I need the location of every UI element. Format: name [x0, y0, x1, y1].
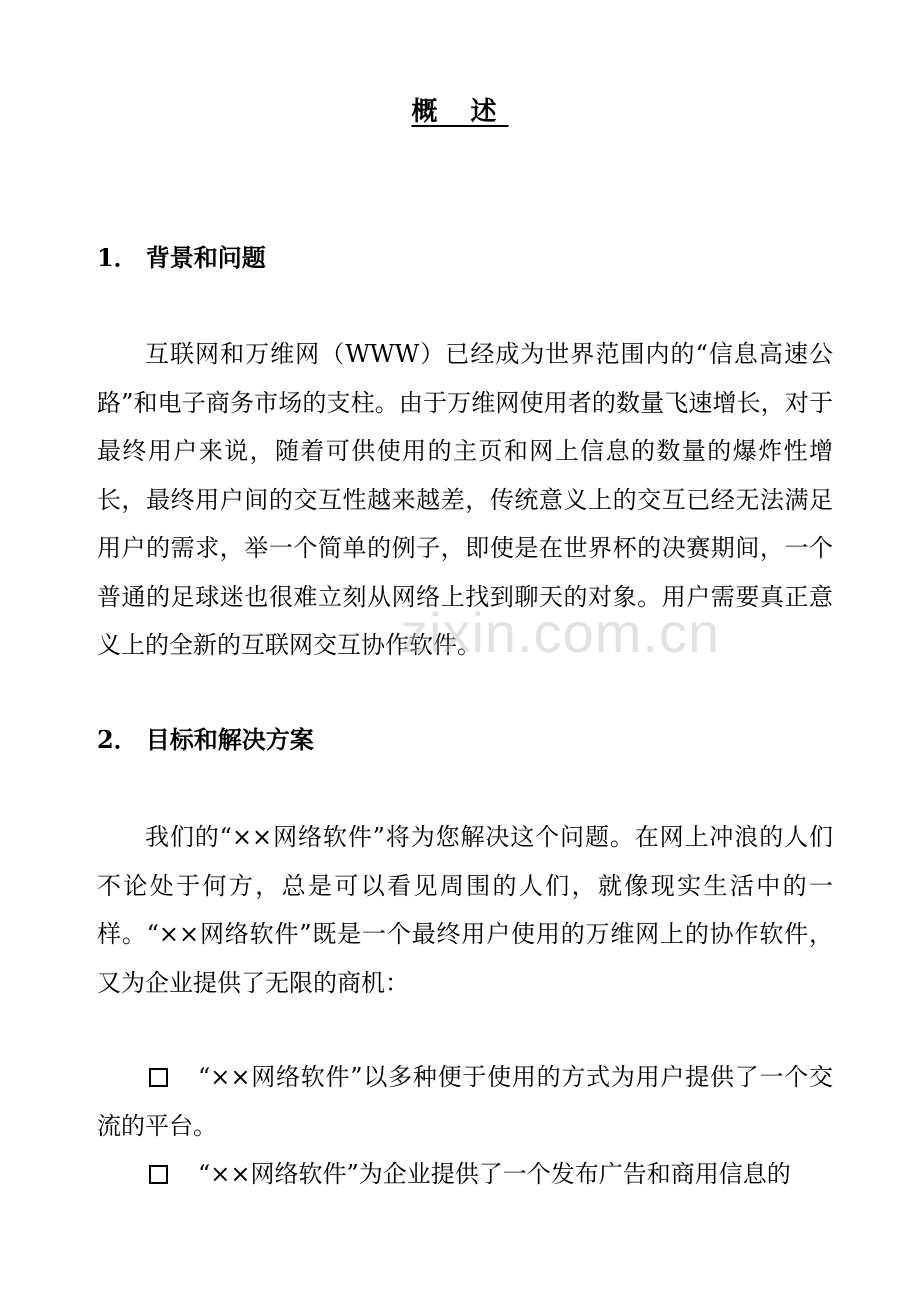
watermark: zixin.com.cn	[400, 601, 721, 664]
bullet-item	[97, 1150, 833, 1199]
section-paragraph-1: 互联网和万维网（WWW）已经成为世界范围内的“信息高速公路”和电子商务市场的支柱。由于万维网使用者的数量飞速增长，对于最终用户来说，随着可供使用的主页和网上信息的数量的爆炸性增长，最终用户间的交互性越来越差，传统意义上的交互已经无法满足用户的需求，举一个简单的例子，即使是在世界杯的决赛期间，一个普通的足球迷也很难立刻从网络上找到聊天的对象。用户需要真正意义上的全新的互联网交互协作软件。	[97, 340, 833, 659]
bullet-text: “××网络软件”以多种便于使用的方式为用户提供了一个交流的平台。	[97, 1063, 833, 1140]
bullet-item	[97, 1053, 833, 1150]
section-number: 1．	[97, 243, 138, 272]
section-heading-text: 目标和解决方案	[145, 725, 314, 754]
bullet-text: “××网络软件”为企业提供了一个发布广告和商用信息的	[198, 1160, 791, 1188]
section-heading-1	[97, 240, 266, 276]
checkbox-bullet-icon	[149, 1068, 168, 1087]
checkbox-bullet-icon	[149, 1165, 168, 1184]
document-title: 概 述	[411, 97, 509, 127]
section-number: 2．	[97, 725, 138, 754]
section-heading-text: 背景和问题	[145, 243, 266, 272]
section-heading-2	[97, 722, 314, 758]
section-paragraph-2: 我们的“××网络软件”将为您解决这个问题。在网上冲浪的人们不论处于何方，总是可以看见周围的人们，就像现实生活中的一样。“××网络软件”既是一个最终用户使用的万维网上的协作软件，又为企业提供了无限的商机：	[97, 823, 833, 997]
